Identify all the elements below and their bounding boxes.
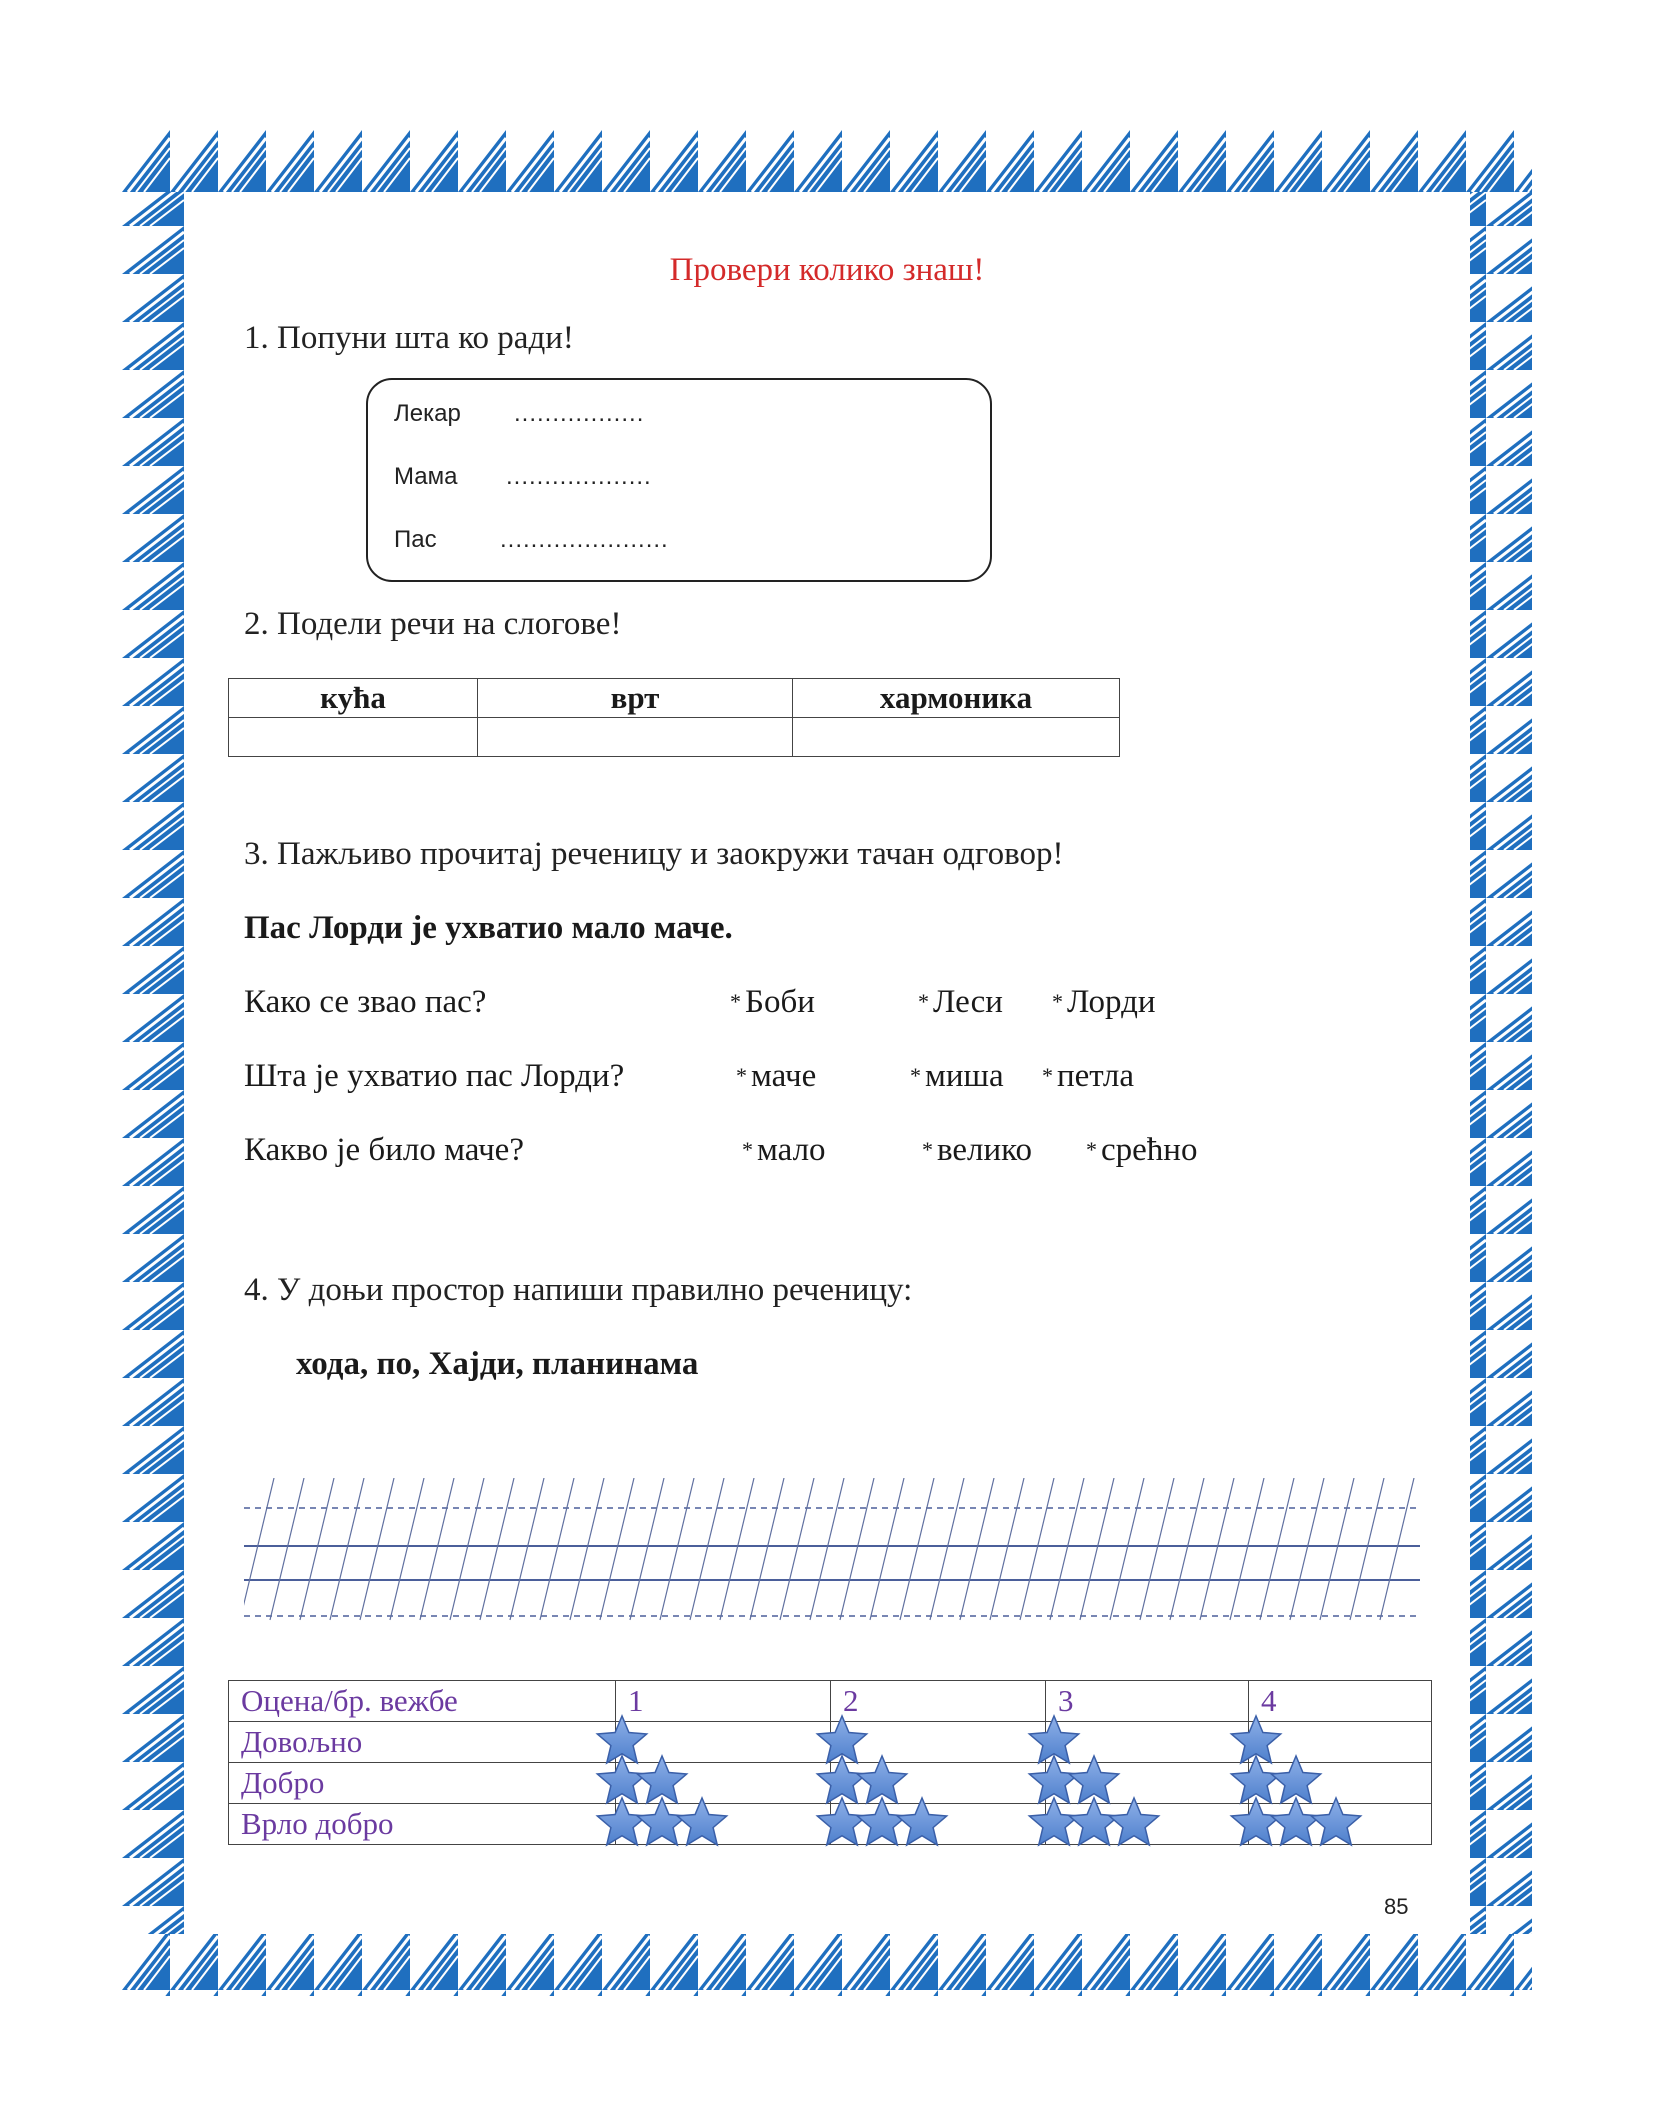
task1-word: Пас <box>394 526 437 553</box>
task1-word: Мама <box>394 463 458 490</box>
star-icon <box>1231 1798 1280 1845</box>
answer-option[interactable]: * мало <box>742 1132 826 1168</box>
answer-option[interactable]: * Боби <box>730 984 815 1020</box>
star-icon <box>1029 1756 1078 1803</box>
star-icon <box>857 1798 906 1845</box>
task3-heading: 3. Пажљиво прочитај реченицу и заокружи тачан одговор! <box>244 836 1064 872</box>
question: Како се звао пас? <box>244 984 487 1020</box>
answer-option[interactable]: * миша <box>910 1058 1004 1094</box>
grade-column-number: 3 <box>1046 1681 1249 1722</box>
task1-blank[interactable]: ...................... <box>500 526 669 553</box>
task1-heading: 1. Попуни шта ко ради! <box>244 320 574 356</box>
answer-option[interactable]: * Леси <box>918 984 1003 1020</box>
star-icon <box>1069 1756 1118 1803</box>
star-icon <box>1029 1798 1078 1845</box>
grade-level-label: Довољно <box>229 1722 616 1763</box>
answer-option[interactable]: * маче <box>736 1058 817 1094</box>
task1-blank[interactable]: ................. <box>514 400 645 427</box>
task4-heading: 4. У доњи простор напиши правилно реченицу: <box>244 1272 913 1308</box>
question: Какво је било маче? <box>244 1132 524 1168</box>
star-icon <box>677 1798 726 1845</box>
star-icon <box>1231 1756 1280 1803</box>
star-icon <box>1271 1756 1320 1803</box>
grade-level-label: Врло добро <box>229 1804 616 1845</box>
grade-header: Оцена/бр. вежбе <box>229 1681 616 1722</box>
star-icon <box>857 1756 906 1803</box>
task4-words: хода, по, Хајди, планинама <box>296 1346 699 1382</box>
answer-option[interactable]: * срећно <box>1086 1132 1198 1168</box>
question: Шта је ухватио пас Лорди? <box>244 1058 625 1094</box>
grade-column-number: 1 <box>616 1681 831 1722</box>
star-icon <box>637 1756 686 1803</box>
answer-option[interactable]: * велико <box>922 1132 1033 1168</box>
star-icon <box>1271 1798 1320 1845</box>
task2-heading: 2. Подели речи на слогове! <box>244 606 622 642</box>
star-icon <box>817 1798 866 1845</box>
task1-word: Лекар <box>394 400 461 427</box>
star-icon <box>897 1798 946 1845</box>
grade-level-label: Добро <box>229 1763 616 1804</box>
grade-column-number: 4 <box>1249 1681 1432 1722</box>
syllable-word: врт <box>478 679 793 718</box>
page-number: 85 <box>1384 1894 1409 1919</box>
star-icon <box>1311 1798 1360 1845</box>
star-icon <box>597 1756 646 1803</box>
answer-option[interactable]: * петла <box>1042 1058 1135 1094</box>
syllable-word: хармоника <box>793 679 1120 718</box>
answer-option[interactable]: * Лорди <box>1052 984 1156 1020</box>
star-icon <box>817 1756 866 1803</box>
task1-blank[interactable]: ................... <box>506 463 652 490</box>
star-icon <box>637 1798 686 1845</box>
syllable-word: кућа <box>229 679 478 718</box>
task3-sentence: Пас Лорди је ухватио мало маче. <box>244 910 733 946</box>
page-title: Провери колико знаш! <box>669 252 985 288</box>
star-icon <box>1109 1798 1158 1845</box>
star-icon <box>597 1798 646 1845</box>
grade-column-number: 2 <box>831 1681 1046 1722</box>
star-icon <box>1069 1798 1118 1845</box>
